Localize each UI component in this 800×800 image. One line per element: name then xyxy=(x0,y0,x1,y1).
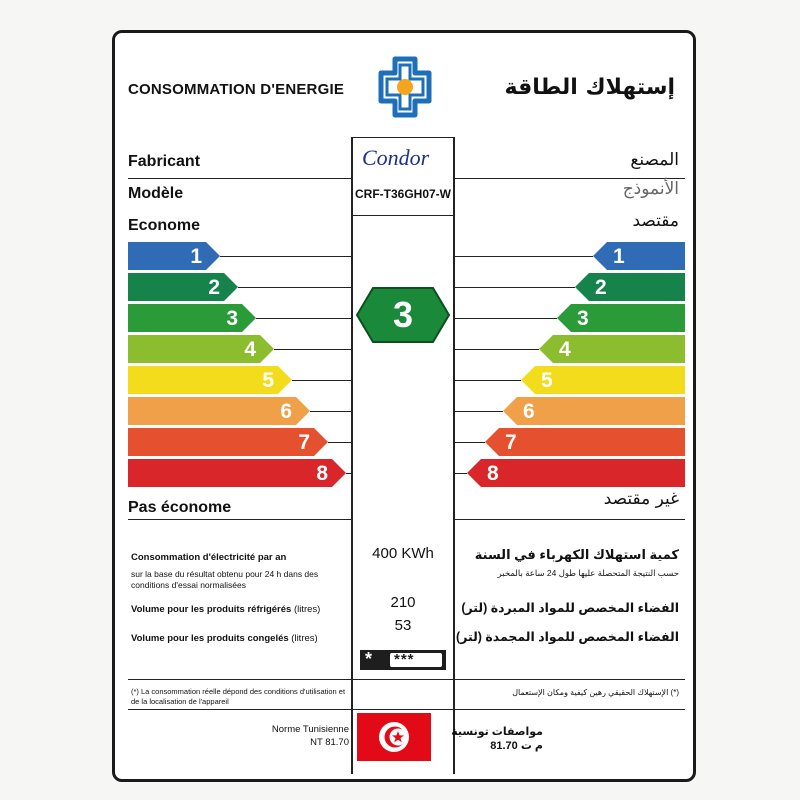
scale-class-label: 2 xyxy=(595,276,607,299)
manufacturer-label-fr: Fabricant xyxy=(128,153,201,170)
scale-class-label: 6 xyxy=(523,400,535,423)
scale-bar-right-7 xyxy=(485,428,685,456)
energy-label xyxy=(112,30,696,782)
scale-class-label: 8 xyxy=(316,462,328,485)
scale-bar-left-7 xyxy=(128,428,328,456)
divider xyxy=(455,519,685,520)
scale-bar-right-4 xyxy=(539,335,685,363)
norm-ar: مواصفات تونسية م ت 81.70 xyxy=(451,726,543,752)
scale-bar-left-1 xyxy=(128,242,220,270)
scale-guide-line xyxy=(292,380,351,381)
model-value: CRF-T36GH07-W xyxy=(355,187,452,201)
fridge-volume-label-ar: الفضاء المخصص للمواد المبردة (لتر) xyxy=(461,601,679,615)
scale-guide-line xyxy=(455,256,593,257)
consumption-value: 400 KWh xyxy=(372,545,434,562)
scale-class-label: 1 xyxy=(190,245,202,268)
title-ar: إستهلاك الطاقة xyxy=(504,75,675,100)
footnote-fr: (*) La consommation réelle dépond des conditions d'utilisation et de la localisation de l'appareil xyxy=(131,687,346,706)
scale-guide-line xyxy=(220,256,351,257)
not-efficient-label-ar: غير مقتصد xyxy=(603,489,679,509)
scale-class-label: 8 xyxy=(487,462,499,485)
divider xyxy=(351,137,455,138)
consumption-label-fr: Consommation d'électricité par an xyxy=(131,552,287,563)
scale-guide-line xyxy=(238,287,351,288)
divider xyxy=(128,178,351,179)
scale-class-label: 6 xyxy=(280,400,292,423)
star-icon: * xyxy=(365,649,373,669)
scale-guide-line xyxy=(455,411,503,412)
consumption-label-ar: كمية استهلاك الكهرباء في السنة xyxy=(474,547,679,562)
scale-guide-line xyxy=(455,380,521,381)
model-label-ar: الأنموذج xyxy=(622,179,679,199)
scale-bar-right-1 xyxy=(593,242,685,270)
model-label-fr: Modèle xyxy=(128,185,184,202)
consumption-note-ar: حسب النتيجة المتحصلة عليها طول 24 ساعة بالمخبر xyxy=(497,568,679,578)
scale-guide-line xyxy=(455,442,485,443)
freezer-star-rating xyxy=(360,650,446,670)
freezer-volume-value: 53 xyxy=(394,617,412,634)
scale-guide-line xyxy=(274,349,351,350)
energy-agency-logo-icon xyxy=(371,53,439,121)
scale-bar-left-2 xyxy=(128,273,238,301)
divider xyxy=(128,709,685,710)
manufacturer-label-ar: المصنع xyxy=(630,150,679,170)
rating-class: 3 xyxy=(392,294,414,335)
scale-class-label: 4 xyxy=(244,338,256,361)
scale-class-label: 7 xyxy=(298,431,310,454)
fridge-volume-label-fr: Volume pour les produits réfrigérés (litres) xyxy=(131,604,321,615)
scale-bar-left-3 xyxy=(128,304,256,332)
scale-bar-right-8 xyxy=(467,459,685,487)
scale-guide-line xyxy=(328,442,351,443)
fridge-volume-value: 210 xyxy=(390,594,416,611)
divider xyxy=(128,519,351,520)
brand-logo: Condor xyxy=(362,145,430,170)
efficient-label-fr: Econome xyxy=(128,217,201,234)
scale-class-label: 4 xyxy=(559,338,571,361)
footnote-ar: (*) الإستهلاك الحقيقي رهين كيفية ومكان الإستعمال xyxy=(512,688,679,697)
scale-class-label: 5 xyxy=(262,369,274,392)
scale-bar-right-3 xyxy=(557,304,685,332)
scale-bar-left-8 xyxy=(128,459,346,487)
scale-guide-line xyxy=(455,349,539,350)
scale-bar-right-6 xyxy=(503,397,685,425)
efficient-label-ar: مقتصد xyxy=(632,211,679,231)
scale-bar-right-2 xyxy=(575,273,685,301)
scale-class-label: 3 xyxy=(226,307,238,330)
scale-guide-line xyxy=(310,411,351,412)
scale-class-label: 1 xyxy=(613,245,625,268)
scale-guide-line xyxy=(455,287,575,288)
consumption-note-fr: sur la base du résultat obtenu pour 24 h dans des conditions d'essai normalisées xyxy=(131,569,319,590)
scale-guide-line xyxy=(455,473,467,474)
freezer-volume-label-fr: Volume pour les produits congelés (litres) xyxy=(131,633,318,644)
freezer-volume-label-ar: الفضاء المخصص للمواد المجمدة (لتر) xyxy=(456,630,679,644)
norm-fr: Norme Tunisienne NT 81.70 xyxy=(271,724,349,748)
divider xyxy=(351,215,455,216)
tunisia-flag-icon xyxy=(357,713,431,761)
scale-bar-left-6 xyxy=(128,397,310,425)
scale-class-label: 5 xyxy=(541,369,553,392)
scale-guide-line xyxy=(455,318,557,319)
scale-guide-line xyxy=(346,473,351,474)
scale-guide-line xyxy=(256,318,351,319)
divider xyxy=(128,679,685,680)
triple-star-icon: *** xyxy=(394,651,415,668)
scale-bar-left-5 xyxy=(128,366,292,394)
scale-class-label: 2 xyxy=(208,276,220,299)
not-efficient-label-fr: Pas économe xyxy=(128,499,232,516)
scale-bar-left-4 xyxy=(128,335,274,363)
scale-class-label: 3 xyxy=(577,307,589,330)
title-fr: CONSOMMATION D'ENERGIE xyxy=(128,81,345,98)
scale-bar-right-5 xyxy=(521,366,685,394)
scale-class-label: 7 xyxy=(505,431,517,454)
